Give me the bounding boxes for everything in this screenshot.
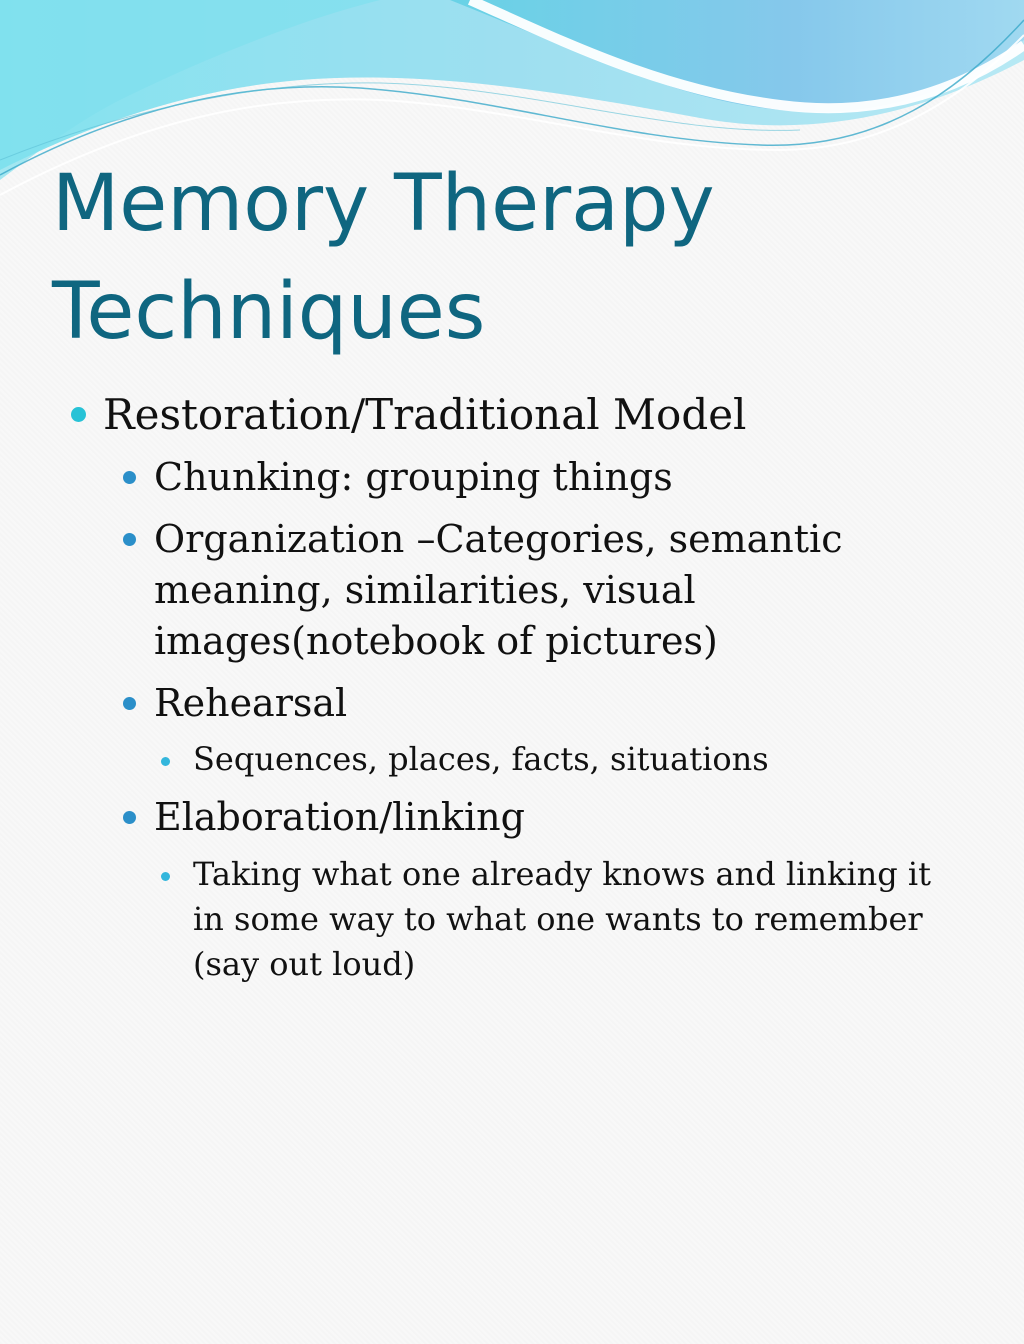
bullet-item-taking-line1: Taking what one already knows and linking it	[193, 855, 931, 893]
bullet-item-organization-line2: meaning, similarities, visual	[154, 568, 696, 612]
slide-title	[52, 150, 952, 366]
bullet-dot-level2	[123, 533, 136, 546]
title-line-2: Techniques	[52, 267, 486, 357]
bullet-dot-level2	[123, 471, 136, 484]
bullet-item-chunking: Chunking: grouping things	[154, 455, 673, 499]
bullet-dot-level3	[161, 757, 170, 766]
bullet-item-organization-line1: Organization –Categories, semantic	[154, 517, 843, 561]
bullet-item-level1: Restoration/Traditional Model	[103, 390, 747, 439]
bullet-dot-level2	[123, 811, 136, 824]
bullet-item-sequences: Sequences, places, facts, situations	[193, 740, 769, 778]
bullet-item-taking-line3: (say out loud)	[193, 945, 416, 983]
bullet-dot-level2	[123, 697, 136, 710]
bullet-item-organization-line3: images(notebook of pictures)	[154, 619, 718, 663]
bullet-item-elaboration: Elaboration/linking	[154, 795, 525, 839]
bullet-item-rehearsal: Rehearsal	[154, 681, 348, 725]
title-line-1: Memory Therapy	[52, 159, 715, 249]
bullet-item-taking-line2: in some way to what one wants to remember	[193, 900, 923, 938]
bullet-dot-level3	[161, 872, 170, 881]
bullet-dot-level1	[71, 407, 86, 422]
